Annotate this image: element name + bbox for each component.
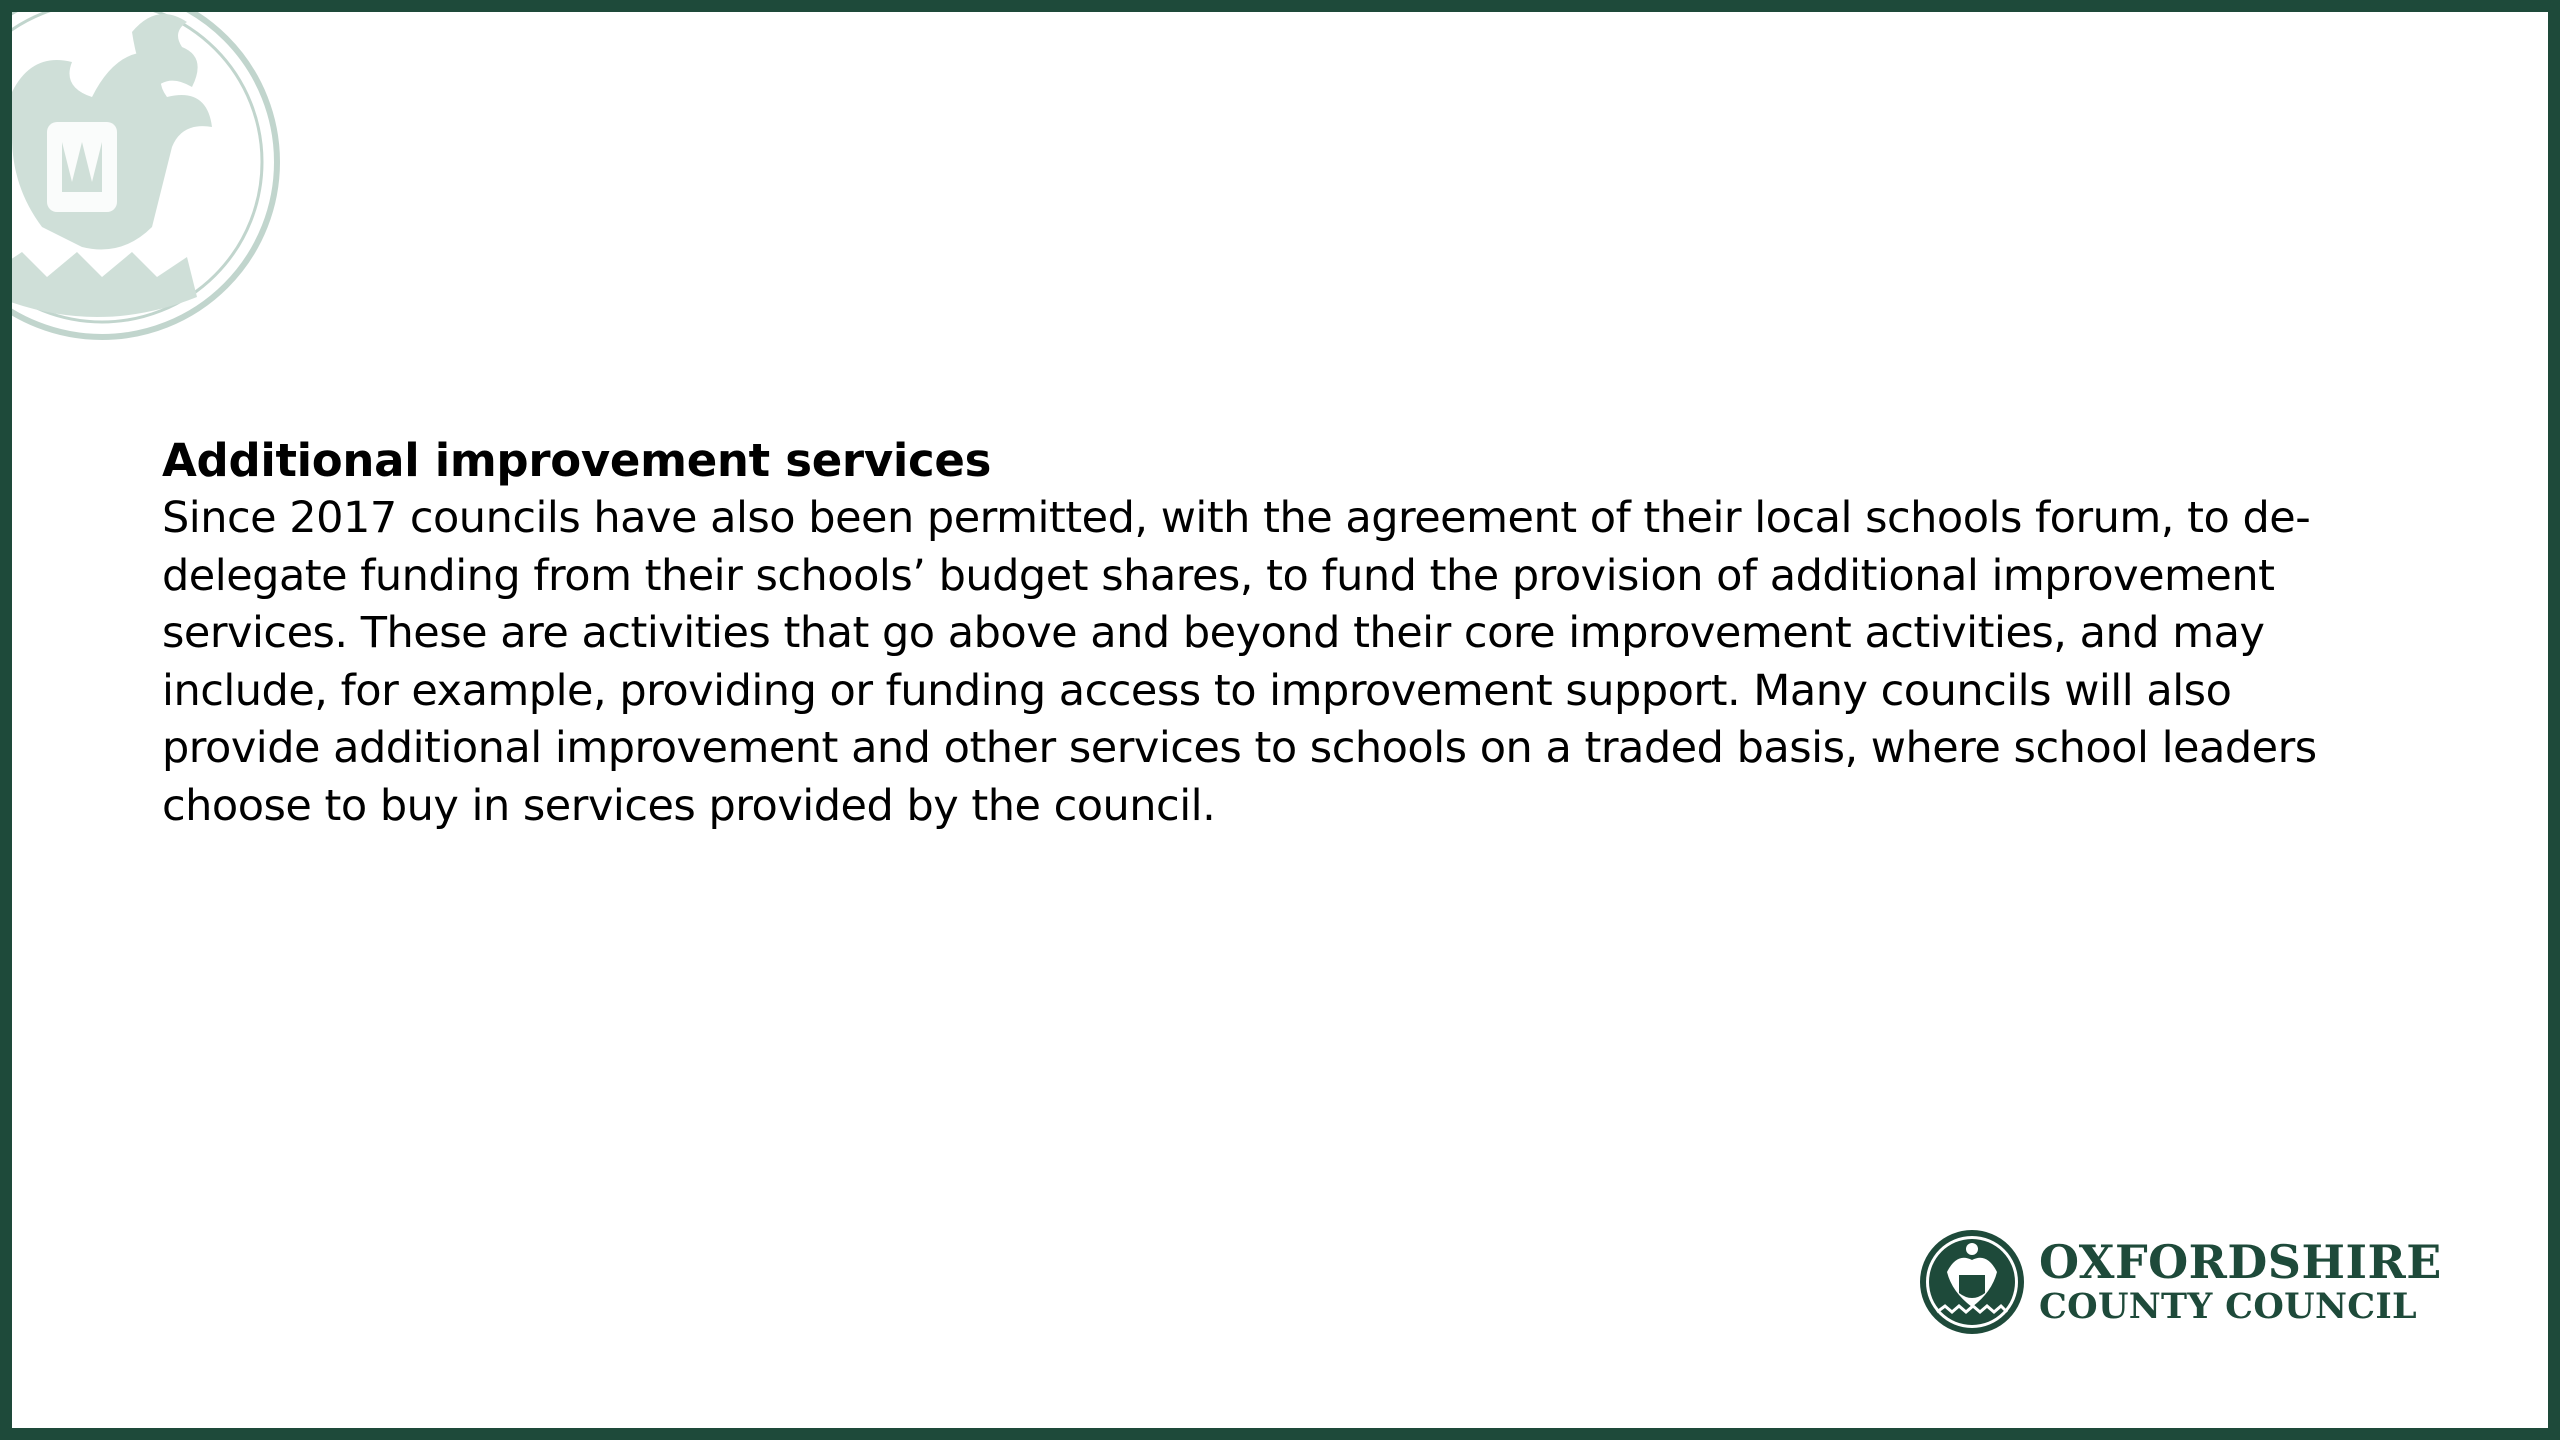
- council-logo: [1917, 1217, 2442, 1347]
- council-crest-icon: [1917, 1227, 2027, 1337]
- logo-line-2: COUNTY COUNCIL: [2039, 1286, 2417, 1327]
- crest-watermark-icon: [0, 0, 292, 402]
- logo-line-1: OXFORDSHIRE: [2039, 1235, 2442, 1289]
- council-wordmark: [2039, 1237, 2442, 1327]
- content: [162, 432, 2392, 835]
- slide-paragraph: Since 2017 councils have also been permitted, with the agreement of their local schools forum, to de-delegate funding from their schools’ budget shares, to fund the provision of additional improvement services. These are activities that go above and beyond their core improvement activities, and may include, for example, providing or funding access to improvement support. Many councils will also provide additional improvement and other services to schools on a traded basis, where school leaders choose to buy in services provided by the council.: [162, 493, 2317, 831]
- slide-heading: Additional improvement services: [162, 434, 992, 487]
